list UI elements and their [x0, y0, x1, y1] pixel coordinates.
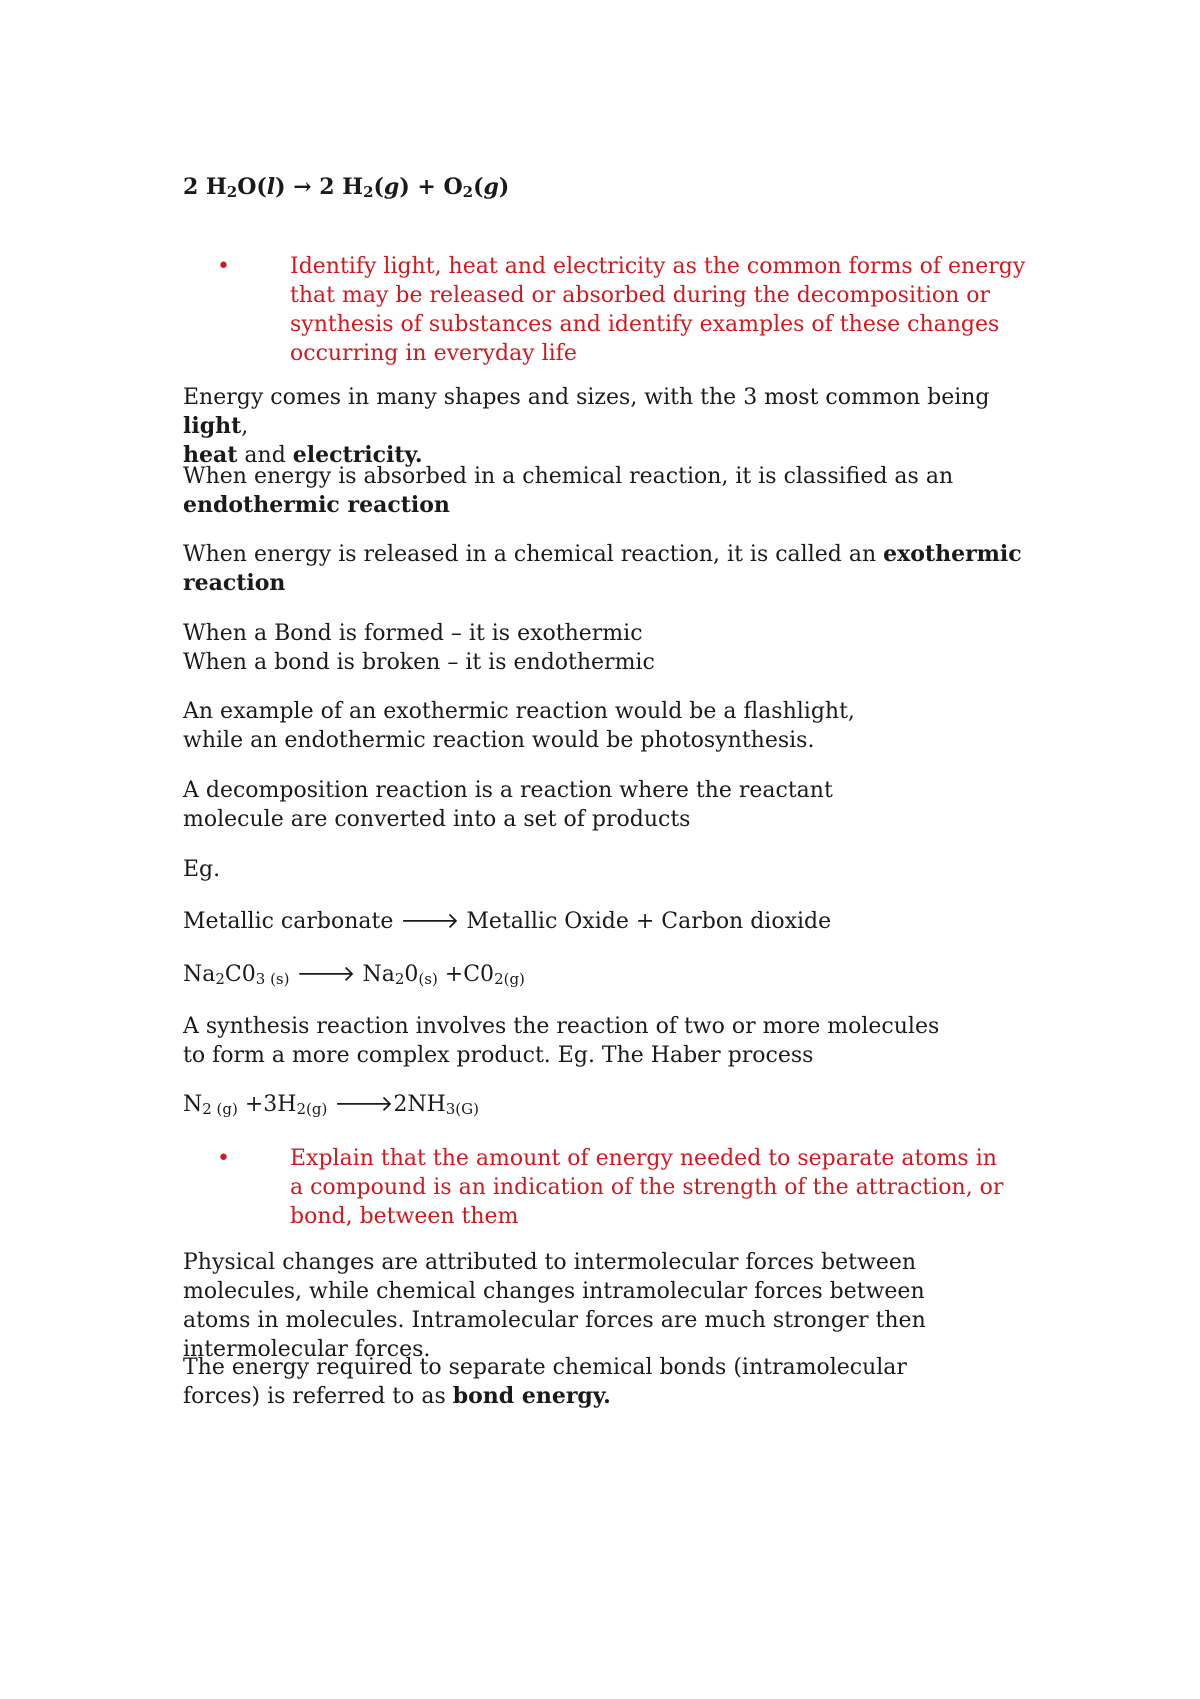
text: The energy required to separate chemical bonds (intramolecular forces) is referred to as — [183, 1355, 907, 1409]
haber-equation — [183, 1090, 1043, 1119]
text: When energy is released in a chemical reaction, it is called an — [183, 542, 884, 567]
syllabus-point-1 — [217, 252, 1026, 372]
water-decomposition-equation — [183, 173, 1043, 202]
text: When energy is absorbed in a chemical reaction, it is classified as an — [183, 464, 954, 489]
eq-part: ( — [373, 174, 384, 200]
paragraph-energy-forms — [183, 383, 1043, 470]
bold-term: electricity. — [292, 442, 423, 468]
eq-subscript: 3(G) — [445, 1100, 479, 1118]
paragraph-example: An example of an exothermic reaction would be a flashlight, while an endothermic reaction would be photosynthesis. — [183, 699, 855, 753]
syllabus-point-text: Identify light, heat and electricity as the common forms of energy that may be released or absorbed during the decomposition or synthesis of substances and identify examples of these changes occurring in everyday life — [290, 254, 1026, 366]
paragraph-bond-rules — [183, 619, 1043, 677]
eq-part: C0 — [224, 962, 256, 987]
eq-part: 🡒 Na — [289, 962, 395, 987]
eg-label: Eg. — [183, 857, 221, 882]
eq-part: ( — [473, 174, 484, 200]
eq-state-liquid: l — [266, 174, 276, 200]
bold-term: light — [183, 413, 242, 439]
eq-part: 0 — [404, 962, 419, 987]
eq-state-gas: g — [483, 174, 499, 200]
eq-subscript: 2 — [215, 970, 225, 988]
eq-subscript: 2 — [462, 183, 474, 201]
eq-part: 🡒2NH — [327, 1092, 446, 1117]
eq-subscript: 2(g) — [494, 970, 525, 988]
bullet-marker: • — [217, 254, 230, 279]
syllabus-point-2 — [217, 1144, 1017, 1234]
bold-term: endothermic reaction — [183, 492, 450, 518]
eq-subscript: 2 — [363, 183, 374, 201]
text: , — [241, 414, 249, 439]
paragraph-decomposition: A decomposition reaction is a reaction where the reactant molecule are converted into a set of products — [183, 778, 833, 832]
sodium-carbonate-equation — [183, 960, 1043, 989]
eq-part: ) → 2 H — [275, 174, 364, 200]
eq-part: O( — [237, 174, 267, 200]
bold-term: exothermic reaction — [183, 541, 1022, 596]
word-equation: Metallic carbonate 🡒 Metallic Oxide + Carbon dioxide — [183, 909, 832, 934]
eq-part: N — [183, 1092, 203, 1117]
bold-term: bond energy. — [452, 1383, 611, 1409]
eq-part: +C0 — [437, 962, 495, 987]
paragraph-exothermic — [183, 540, 1043, 598]
text-line: When a Bond is formed – it is exothermic — [183, 621, 643, 646]
paragraph-synthesis: A synthesis reaction involves the reaction of two or more molecules to form a more complex product. Eg. The Haber process — [183, 1014, 940, 1068]
eq-part: 2 H — [183, 174, 227, 200]
eq-subscript: 2 (g) — [202, 1100, 238, 1118]
bold-term: heat — [183, 442, 238, 468]
text-line: When a bond is broken – it is endothermic — [183, 650, 655, 675]
eq-part: +3H — [237, 1092, 297, 1117]
paragraph-physical-chemical: Physical changes are attributed to intermolecular forces between molecules, while chemical changes intramolecular forces between atoms in molecules. Intramolecular forces are much stronger then intermolecular forces. — [183, 1250, 926, 1362]
eq-subscript: 3 (s) — [255, 970, 290, 988]
eq-part: ) — [498, 174, 510, 200]
eq-subscript: 2(g) — [296, 1100, 328, 1118]
text: Energy comes in many shapes and sizes, with the 3 most common being — [183, 385, 990, 410]
eq-part: ) + O — [399, 174, 463, 200]
eq-part: Na — [183, 962, 216, 987]
syllabus-point-text: Explain that the amount of energy needed to separate atoms in a compound is an indication of the strength of the attraction, or bond, between them — [290, 1146, 1004, 1229]
paragraph-bond-energy — [183, 1353, 943, 1411]
eq-state-gas: g — [383, 174, 400, 200]
paragraph-endothermic — [183, 462, 1043, 520]
eq-subscript: 2 — [394, 970, 405, 988]
text: and — [237, 443, 293, 468]
eq-subscript: 2 — [226, 183, 238, 201]
eq-subscript: (s) — [418, 970, 438, 988]
bullet-marker: • — [217, 1146, 230, 1171]
